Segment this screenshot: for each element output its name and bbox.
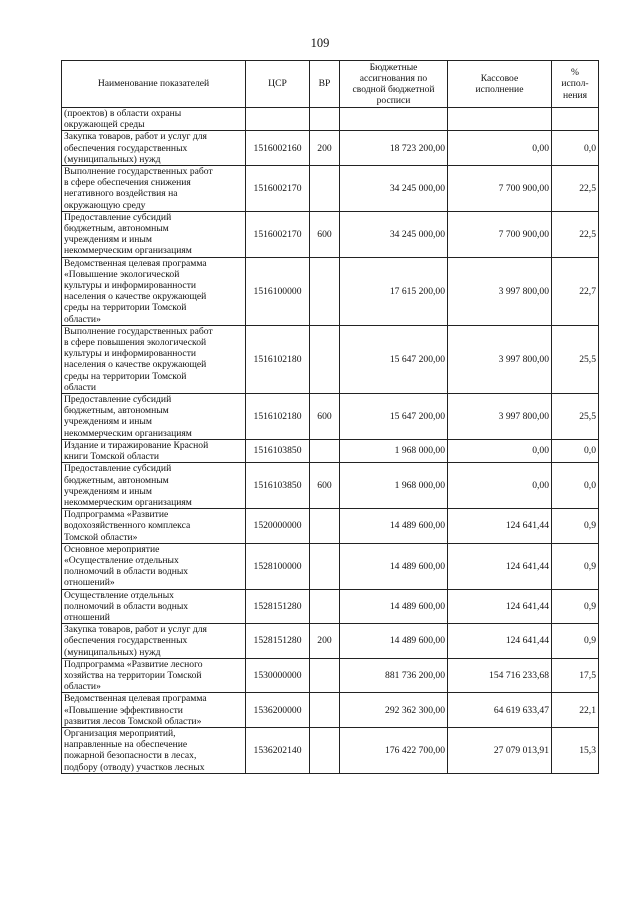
row-budget-cell: 14 489 600,00 bbox=[340, 543, 448, 589]
row-name-cell: Предоставление субсидий бюджетным, автономным учреждениям и иным некоммерческим организациям bbox=[62, 211, 246, 257]
row-vr-cell bbox=[310, 439, 340, 462]
row-vr-cell: 600 bbox=[310, 463, 340, 509]
row-csr-cell: 1516100000 bbox=[246, 257, 310, 325]
row-csr-cell: 1536200000 bbox=[246, 693, 310, 728]
row-csr-cell: 1530000000 bbox=[246, 658, 310, 693]
row-cash-cell: 124 641,44 bbox=[448, 589, 552, 624]
row-budget-cell: 14 489 600,00 bbox=[340, 624, 448, 659]
row-name-cell: Основное мероприятие «Осуществление отдельных полномочий в области водных отношений» bbox=[62, 543, 246, 589]
row-cash-cell: 64 619 633,47 bbox=[448, 693, 552, 728]
table-row bbox=[62, 166, 599, 212]
row-budget-cell: 15 647 200,00 bbox=[340, 394, 448, 440]
row-vr-cell: 200 bbox=[310, 624, 340, 659]
table-row bbox=[62, 693, 599, 728]
row-csr-cell bbox=[246, 108, 310, 131]
row-cash-cell: 7 700 900,00 bbox=[448, 211, 552, 257]
row-percent-cell: 22,5 bbox=[552, 166, 599, 212]
table-row bbox=[62, 624, 599, 659]
row-cash-cell: 3 997 800,00 bbox=[448, 394, 552, 440]
table-row bbox=[62, 211, 599, 257]
row-name-cell: Подпрограмма «Развитие водохозяйственного комплекса Томской области» bbox=[62, 509, 246, 544]
row-name-cell: Ведомственная целевая программа «Повышение экологической культуры и информированности населения о качестве окружающей среды на территории Томской области» bbox=[62, 257, 246, 325]
row-vr-cell bbox=[310, 166, 340, 212]
row-csr-cell: 1528100000 bbox=[246, 543, 310, 589]
table-row bbox=[62, 108, 599, 131]
row-percent-cell: 0,0 bbox=[552, 439, 599, 462]
header-cash: Кассовое исполнение bbox=[448, 61, 552, 108]
row-cash-cell: 0,00 bbox=[448, 463, 552, 509]
row-csr-cell: 1516002170 bbox=[246, 211, 310, 257]
row-csr-cell: 1528151280 bbox=[246, 589, 310, 624]
row-budget-cell: 881 736 200,00 bbox=[340, 658, 448, 693]
row-cash-cell: 124 641,44 bbox=[448, 543, 552, 589]
row-budget-cell: 15 647 200,00 bbox=[340, 325, 448, 393]
row-percent-cell: 22,7 bbox=[552, 257, 599, 325]
row-cash-cell: 154 716 233,68 bbox=[448, 658, 552, 693]
row-csr-cell: 1516002160 bbox=[246, 131, 310, 166]
row-vr-cell bbox=[310, 727, 340, 773]
row-name-cell: Осуществление отдельных полномочий в области водных отношений bbox=[62, 589, 246, 624]
row-csr-cell: 1528151280 bbox=[246, 624, 310, 659]
table-row bbox=[62, 658, 599, 693]
row-budget-cell: 18 723 200,00 bbox=[340, 131, 448, 166]
row-percent-cell: 0,9 bbox=[552, 589, 599, 624]
table-row bbox=[62, 325, 599, 393]
row-csr-cell: 1516102180 bbox=[246, 325, 310, 393]
row-cash-cell: 124 641,44 bbox=[448, 624, 552, 659]
row-percent-cell: 0,9 bbox=[552, 543, 599, 589]
row-cash-cell bbox=[448, 108, 552, 131]
table-row bbox=[62, 463, 599, 509]
header-name: Наименование показателей bbox=[62, 61, 246, 108]
row-vr-cell bbox=[310, 589, 340, 624]
row-cash-cell: 7 700 900,00 bbox=[448, 166, 552, 212]
row-name-cell: Закупка товаров, работ и услуг для обеспечения государственных (муниципальных) нужд bbox=[62, 131, 246, 166]
row-budget-cell: 34 245 000,00 bbox=[340, 166, 448, 212]
row-vr-cell: 600 bbox=[310, 211, 340, 257]
row-name-cell: Подпрограмма «Развитие лесного хозяйства на территории Томской области» bbox=[62, 658, 246, 693]
table-row bbox=[62, 727, 599, 773]
row-csr-cell: 1520000000 bbox=[246, 509, 310, 544]
row-percent-cell: 0,0 bbox=[552, 463, 599, 509]
row-vr-cell bbox=[310, 658, 340, 693]
row-percent-cell: 25,5 bbox=[552, 394, 599, 440]
row-budget-cell bbox=[340, 108, 448, 131]
row-budget-cell: 17 615 200,00 bbox=[340, 257, 448, 325]
table-row bbox=[62, 589, 599, 624]
row-cash-cell: 3 997 800,00 bbox=[448, 257, 552, 325]
row-percent-cell: 0,9 bbox=[552, 624, 599, 659]
header-budget: Бюджетные ассигнования по сводной бюджетной росписи bbox=[340, 61, 448, 108]
row-vr-cell: 200 bbox=[310, 131, 340, 166]
row-budget-cell: 292 362 300,00 bbox=[340, 693, 448, 728]
table-row bbox=[62, 257, 599, 325]
row-percent-cell: 0,0 bbox=[552, 131, 599, 166]
row-name-cell: Предоставление субсидий бюджетным, автономным учреждениям и иным некоммерческим организациям bbox=[62, 394, 246, 440]
row-budget-cell: 34 245 000,00 bbox=[340, 211, 448, 257]
page-number: 109 bbox=[310, 36, 330, 50]
row-vr-cell bbox=[310, 509, 340, 544]
row-name-cell: Издание и тиражирование Красной книги Томской области bbox=[62, 439, 246, 462]
row-csr-cell: 1516103850 bbox=[246, 463, 310, 509]
table-row bbox=[62, 394, 599, 440]
row-percent-cell: 25,5 bbox=[552, 325, 599, 393]
row-name-cell: Выполнение государственных работ в сфере обеспечения снижения негативного воздействия на окружающую среду bbox=[62, 166, 246, 212]
row-name-cell: Закупка товаров, работ и услуг для обеспечения государственных (муниципальных) нужд bbox=[62, 624, 246, 659]
table-header-row bbox=[62, 61, 599, 108]
table-row bbox=[62, 543, 599, 589]
table-row bbox=[62, 131, 599, 166]
row-percent-cell: 22,5 bbox=[552, 211, 599, 257]
row-percent-cell: 0,9 bbox=[552, 509, 599, 544]
row-vr-cell bbox=[310, 108, 340, 131]
row-cash-cell: 3 997 800,00 bbox=[448, 325, 552, 393]
header-percent: % испол- нения bbox=[552, 61, 599, 108]
header-csr: ЦСР bbox=[246, 61, 310, 108]
row-budget-cell: 1 968 000,00 bbox=[340, 439, 448, 462]
row-cash-cell: 0,00 bbox=[448, 131, 552, 166]
table-row bbox=[62, 439, 599, 462]
row-csr-cell: 1516002170 bbox=[246, 166, 310, 212]
row-cash-cell: 27 079 013,91 bbox=[448, 727, 552, 773]
row-csr-cell: 1536202140 bbox=[246, 727, 310, 773]
row-name-cell: Выполнение государственных работ в сфере повышения экологической культуры и информированности населения о качестве окружающей среды на территории Томской области bbox=[62, 325, 246, 393]
header-vr: ВР bbox=[310, 61, 340, 108]
row-vr-cell bbox=[310, 543, 340, 589]
row-vr-cell bbox=[310, 325, 340, 393]
row-cash-cell: 124 641,44 bbox=[448, 509, 552, 544]
table-row bbox=[62, 509, 599, 544]
row-vr-cell bbox=[310, 257, 340, 325]
row-csr-cell: 1516103850 bbox=[246, 439, 310, 462]
row-name-cell: Предоставление субсидий бюджетным, автономным учреждениям и иным некоммерческим организациям bbox=[62, 463, 246, 509]
row-percent-cell: 15,3 bbox=[552, 727, 599, 773]
row-budget-cell: 14 489 600,00 bbox=[340, 589, 448, 624]
row-vr-cell bbox=[310, 693, 340, 728]
row-name-cell: Организация мероприятий, направленные на обеспечение пожарной безопасности в лесах, подбору (отводу) участков лесных bbox=[62, 727, 246, 773]
row-percent-cell: 22,1 bbox=[552, 693, 599, 728]
row-budget-cell: 176 422 700,00 bbox=[340, 727, 448, 773]
row-vr-cell: 600 bbox=[310, 394, 340, 440]
row-name-cell: (проектов) в области охраны окружающей среды bbox=[62, 108, 246, 131]
row-percent-cell: 17,5 bbox=[552, 658, 599, 693]
row-percent-cell bbox=[552, 108, 599, 131]
budget-execution-table bbox=[61, 60, 599, 774]
row-budget-cell: 14 489 600,00 bbox=[340, 509, 448, 544]
row-csr-cell: 1516102180 bbox=[246, 394, 310, 440]
row-name-cell: Ведомственная целевая программа «Повышение эффективности развития лесов Томской области» bbox=[62, 693, 246, 728]
row-cash-cell: 0,00 bbox=[448, 439, 552, 462]
row-budget-cell: 1 968 000,00 bbox=[340, 463, 448, 509]
